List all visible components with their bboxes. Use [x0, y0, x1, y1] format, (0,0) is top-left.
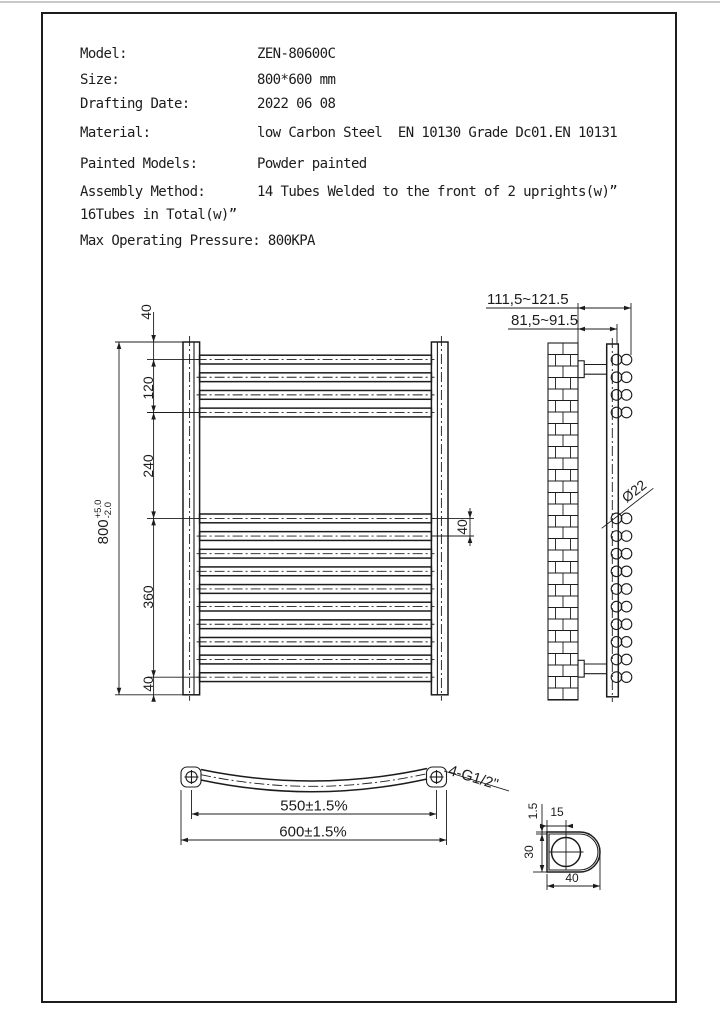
bracket-outer-dim-label: 111,5~121.5 [487, 291, 569, 308]
spec-label: Drafting Date: [80, 96, 190, 112]
spec-value: 16Tubes in Total(w)” [80, 207, 237, 223]
hole-offset-label: 15 [550, 805, 564, 819]
spec-label: Assembly Method: [80, 184, 206, 200]
spec-value: Powder painted [257, 156, 367, 172]
profile-height-label: 30 [522, 845, 536, 859]
front-view [115, 312, 474, 702]
tube-diameter-label: Ø22 [618, 476, 650, 506]
spec-value: ZEN-80600C [257, 46, 336, 62]
tolerance-minus: -2.0 [103, 501, 114, 519]
tolerance-plus: +5.0 [93, 499, 105, 519]
spec-value: 2022 06 08 [257, 96, 336, 112]
dim-bottom-group-label: 360 [140, 585, 156, 609]
dim-bottom-offset-label: 40 [140, 676, 156, 692]
spec-row-pressure: Max Operating Pressure: 800KPA [80, 233, 315, 249]
dim-middle-gap-label: 240 [140, 454, 156, 478]
profile-width-label: 40 [565, 871, 579, 885]
wall-thickness-label: 1.5 [526, 802, 540, 820]
spec-value: 14 Tubes Welded to the front of 2 uprights(w)” [257, 184, 618, 200]
spec-label: Size: [80, 72, 120, 88]
spec-value: 800*600 mm [257, 72, 336, 88]
overall-height-label [94, 500, 114, 545]
overall-width-dim-label: 600±1.5% [279, 823, 347, 841]
overall-height-value: 800 [95, 519, 113, 545]
dim-top-offset-label: 40 [138, 304, 154, 320]
spec-value: low Carbon Steel EN 10130 Grade Dc01.EN 10131 [257, 125, 618, 141]
tap-centers-dim-label: 550±1.5% [280, 797, 348, 815]
spec-label: Painted Models: [80, 156, 198, 172]
connection-label: 4-G1/2" [446, 762, 501, 794]
dim-top-group-label: 120 [140, 376, 156, 400]
spec-label: Max Operating Pressure: [80, 233, 261, 249]
bracket-inner-dim-label: 81,5~91.5 [511, 312, 579, 329]
spec-label: Material: [80, 125, 151, 141]
tube-pitch-label: 40 [454, 519, 470, 535]
spec-label: Model: [80, 46, 127, 62]
